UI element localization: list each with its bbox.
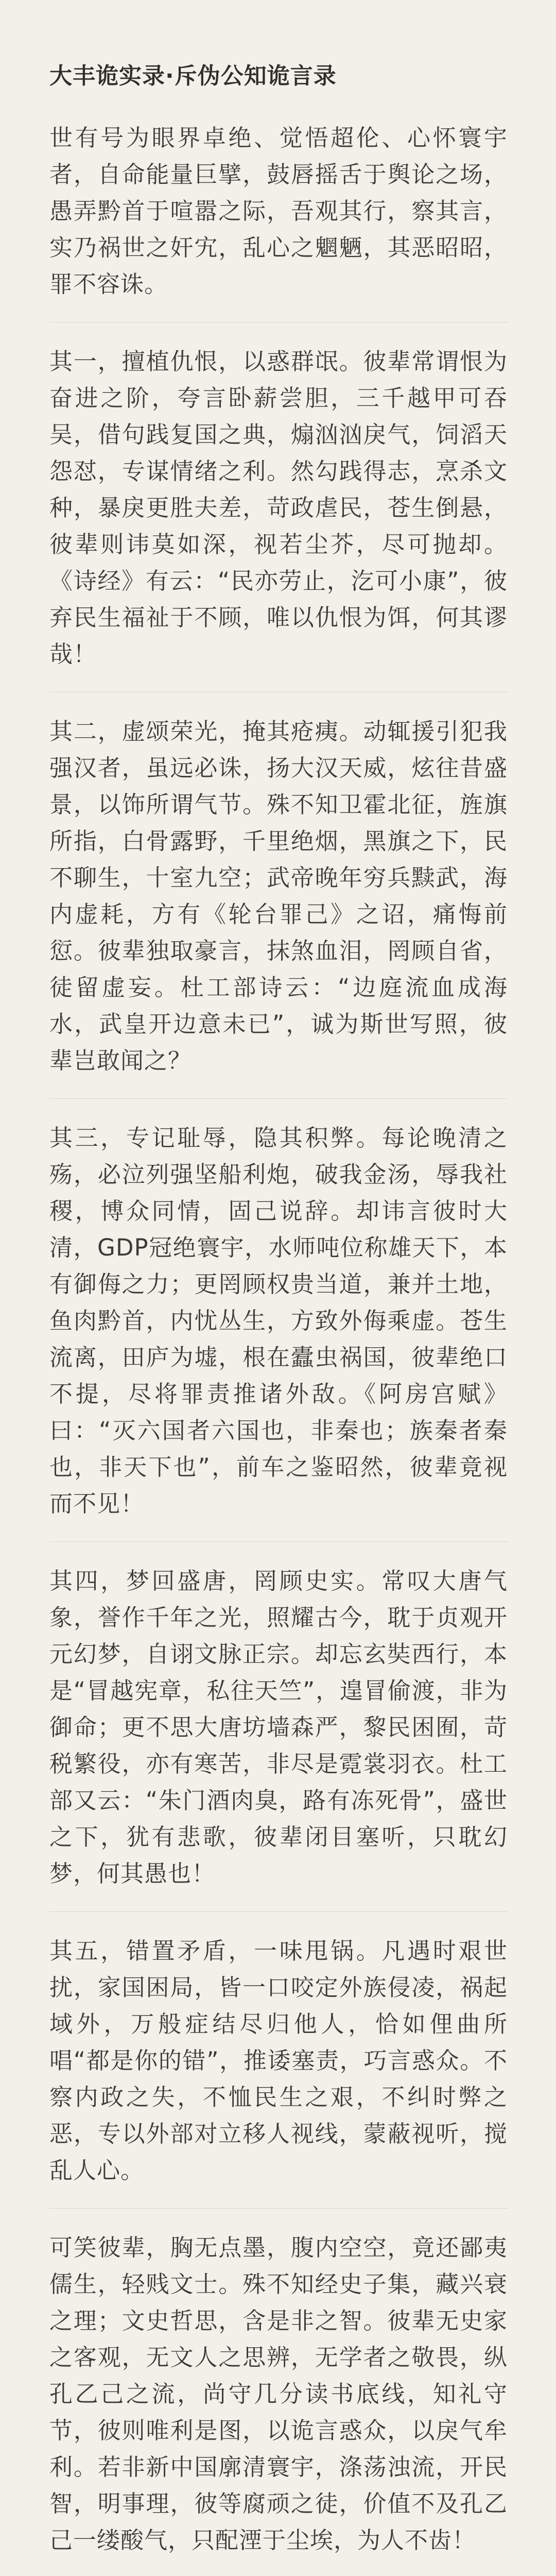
- divider: [49, 1911, 508, 1912]
- paragraph: 其四，梦回盛唐，罔顾史实。常叹大唐气象，誉作千年之光，照耀古今，耽于贞观开元幻梦，自诩文脉正宗。却忘玄奘西行，本是“冒越宪章，私往天竺”，遑冒偷渡，非为御命；更不思大唐坊墙森严，黎民困囿，苛税繁役，亦有寒苦，非尽是霓裳羽衣。杜工部又云：“朱门酒肉臭，路有冻死骨”，盛世之下，犹有悲歌，彼辈闭目塞听，只耽幻梦，何其愚也！: [49, 1567, 508, 1887]
- paragraph: 其一，擅植仇恨，以惑群氓。彼辈常谓恨为奋进之阶，夸言卧薪尝胆，三千越甲可吞吴，借句践复国之典，煽汹汹戾气，饲滔天怨怼，专谋情绪之利。然勾践得志，烹杀文种，暴戾更胜夫差，苛政虐民，苍生倒悬，彼辈则讳莫如深，视若尘芥，尽可抛却。《诗经》有云：“民亦劳止，汔可小康”，彼弃民生福祉于不顾，唯以仇恨为饵，何其谬哉！: [49, 348, 508, 668]
- paragraph: 世有号为眼界卓绝、觉悟超伦、心怀寰宇者，自命能量巨擘，鼓唇摇舌于舆论之场，愚弄黔首于喧嚣之际，吾观其行，察其言，实乃祸世之奸宄，乱心之魍魉，其恶昭昭，罪不容诛。: [49, 124, 508, 298]
- page-title: 大丰诡实录·斥伪公知诡言录: [49, 63, 337, 89]
- divider: [49, 2208, 508, 2209]
- paragraph: 其三，专记耻辱，隐其积弊。每论晚清之殇，必泣列强坚船利炮，破我金汤，辱我社稷，博众同情，固己说辞。却讳言彼时大清，GDP冠绝寰宇，水师吨位称雄天下，本有御侮之力；更罔顾权贵当道，兼并土地，鱼肉黔首，内忧丛生，方致外侮乘虚。苍生流离，田庐为墟，根在蠹虫祸国，彼辈绝口不提，尽将罪责推诸外敌。《阿房宫赋》曰：“灭六国者六国也，非秦也；族秦者秦也，非天下也”，前车之鉴昭然，彼辈竟视而不见！: [49, 1124, 508, 1517]
- paragraph: 可笑彼辈，胸无点墨，腹内空空，竟还鄙夷儒生，轻贱文士。殊不知经史子集，藏兴衰之理；文史哲思，含是非之智。彼辈无史家之客观，无文人之思辨，无学者之敬畏，纵孔乙己之流，尚守几分读书底线，知礼守节，彼则唯利是图，以诡言惑众，以戾气牟利。若非新中国廓清寰宇，涤荡浊流，开民智，明事理，彼等腐顽之徒，价值不及孔乙己一缕酸气，只配湮于尘埃，为人不齿！: [49, 2234, 508, 2554]
- paragraph: 其二，虚颂荣光，掩其疮痍。动辄援引犯我强汉者，虽远必诛，扬大汉天威，炫往昔盛景，以饰所谓气节。殊不知卫霍北征，旌旗所指，白骨露野，千里绝烟，黑旗之下，民不聊生，十室九空；武帝晚年穷兵黩武，海内虚耗，方有《轮台罪己》之诏，痛悔前愆。彼辈独取豪言，抹煞血泪，罔顾自省，徒留虚妄。杜工部诗云：“边庭流血成海水，武皇开边意未已”，诚为斯世写照，彼辈岂敢闻之？: [49, 718, 508, 1074]
- note-body: [49, 120, 508, 2576]
- divider: [49, 1541, 508, 1542]
- divider: [49, 322, 508, 323]
- paragraph: 其五，错置矛盾，一味甩锅。凡遇时艰世扰，家国困局，皆一口咬定外族侵凌，祸起域外，万般症结尽归他人，恰如俚曲所唱“都是你的错”，推诿塞责，巧言惑众。不察内政之失，不恤民生之艰，不纠时弊之恶，专以外部对立移人视线，蒙蔽视听，搅乱人心。: [49, 1937, 508, 2184]
- divider: [49, 1098, 508, 1099]
